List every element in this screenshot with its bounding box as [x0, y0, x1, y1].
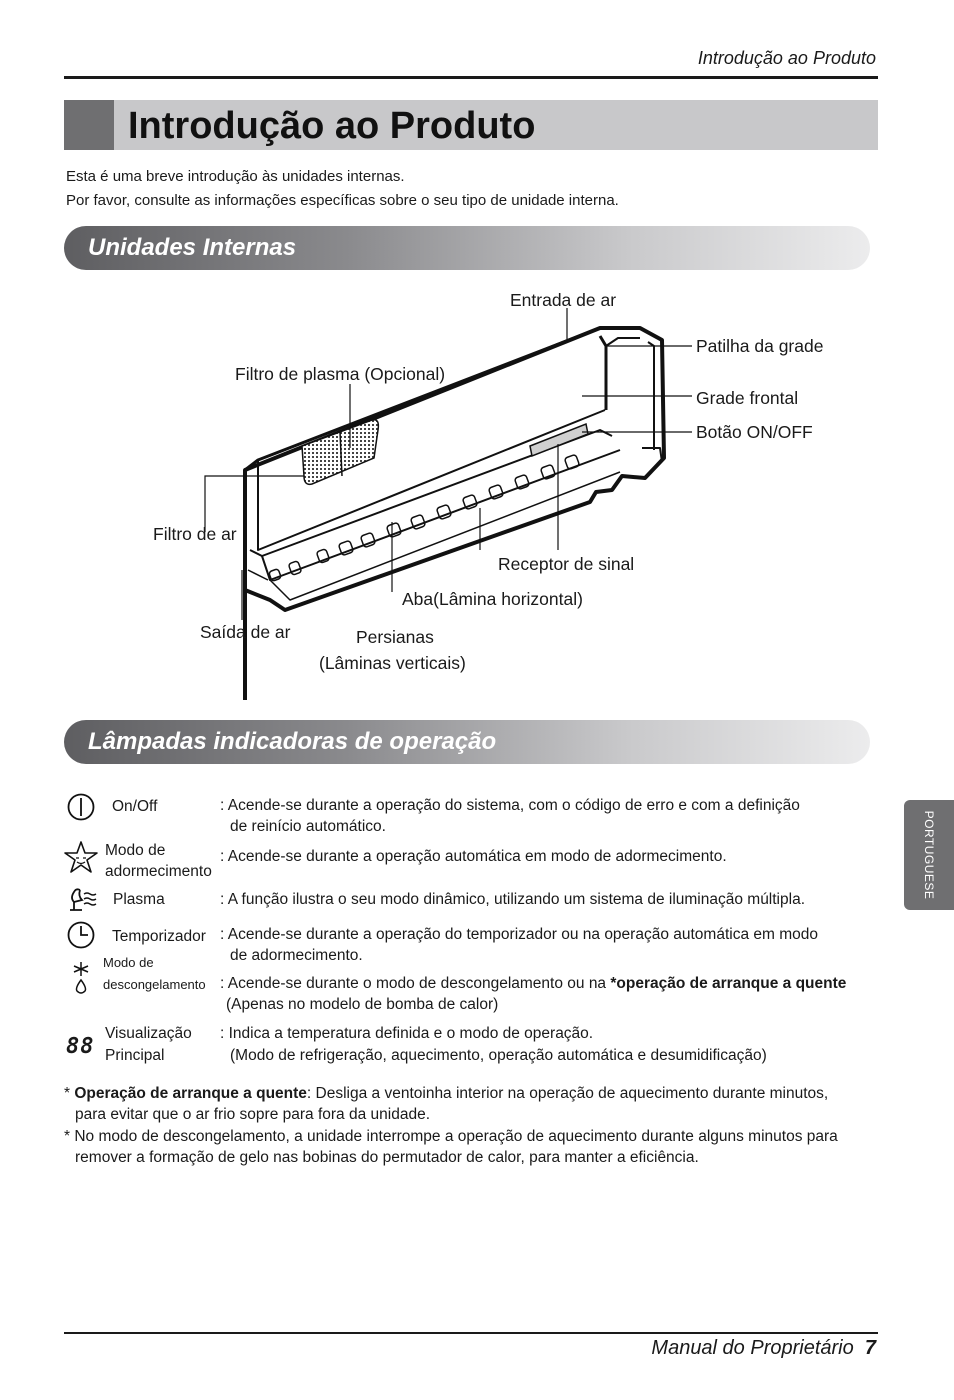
indicator-desc-plasma: : A função ilustra o seu modo dinâmico, utilizando um sistema de iluminação múltipla. — [220, 891, 805, 908]
timer-clock-icon — [66, 920, 96, 950]
label-signal-receiver: Receptor de sinal — [498, 554, 635, 574]
indicator-desc-timer-2: de adormecimento. — [230, 947, 363, 964]
indicator-desc-display-2: (Modo de refrigeração, aquecimento, operação automática e desumidificação) — [230, 1047, 767, 1064]
label-plasma-filter: Filtro de plasma (Opcional) — [235, 364, 446, 384]
footer — [651, 1337, 876, 1360]
indicator-desc-defrost-1b: *operação de arranque a quente — [610, 975, 847, 992]
indicator-desc-timer-1: : Acende-se durante a operação do temporizador ou na operação automática em modo — [220, 926, 818, 943]
label-air-outlet: Saída de ar — [200, 622, 291, 642]
power-icon — [66, 792, 96, 822]
section-title-indoor-units: Unidades Internas — [88, 234, 297, 261]
language-side-tab-label: PORTUGUESE — [922, 810, 936, 900]
label-air-inlet: Entrada de ar — [510, 290, 617, 310]
indicator-name-on-off: On/Off — [112, 798, 158, 815]
indicator-name-sleep-2: adormecimento — [105, 863, 212, 880]
header-rule — [64, 76, 878, 79]
indicator-desc-on-off-1: : Acende-se durante a operação do sistema, com o código de erro e com a definição — [220, 797, 800, 814]
note-1-rest: : Desliga a ventoinha interior na operação de aquecimento durante minutos, — [306, 1085, 829, 1102]
indicator-desc-on-off-2: de reinício automático. — [230, 818, 386, 835]
indicator-name-plasma: Plasma — [113, 891, 165, 908]
indicator-desc-defrost-1a: : Acende-se durante o modo de descongelamento ou na — [220, 975, 611, 992]
indicator-name-sleep-1: Modo de — [105, 842, 166, 859]
label-louvers-2: (Lâminas verticais) — [319, 653, 466, 673]
note-1-bold: Operação de arranque a quente — [74, 1085, 307, 1102]
label-grille-tab: Patilha da grade — [696, 336, 824, 356]
footer-manual-title: Manual do Proprietário — [651, 1337, 854, 1359]
indicator-desc-defrost-2: (Apenas no modelo de bomba de calor) — [226, 996, 499, 1013]
indicator-name-timer: Temporizador — [112, 928, 206, 945]
page-number: 7 — [864, 1337, 876, 1359]
note-1-line-2: para evitar que o ar frio sopre para fora da unidade. — [75, 1106, 431, 1123]
indicator-desc-defrost-1 — [220, 973, 846, 994]
note-1-line-1 — [64, 1083, 828, 1104]
indicator-name-defrost-1: Modo de — [103, 955, 154, 970]
language-side-tab — [904, 800, 954, 910]
footer-rule — [64, 1332, 878, 1334]
page-title: Introdução ao Produto — [128, 105, 536, 147]
indicator-name-defrost-2: descongelamento — [103, 977, 206, 992]
section-title-indicator-lamps: Lâmpadas indicadoras de operação — [88, 728, 497, 755]
running-header: Introdução ao Produto — [697, 48, 876, 68]
note-2-line-2: remover a formação de gelo nas bobinas do permutador de calor, para manter a eficiência. — [75, 1149, 699, 1166]
indicator-desc-display-1: : Indica a temperatura definida e o modo de operação. — [220, 1025, 594, 1042]
sleep-star-icon — [63, 840, 99, 874]
label-front-grille: Grade frontal — [696, 388, 799, 408]
indicator-name-display-1: Visualização — [105, 1025, 192, 1042]
label-air-filter: Filtro de ar — [153, 524, 237, 544]
defrost-icon — [70, 960, 92, 996]
indicator-desc-sleep: : Acende-se durante a operação automática em modo de adormecimento. — [220, 848, 727, 865]
note-1-star: * — [64, 1085, 75, 1102]
display-88-icon: 88 — [66, 1034, 95, 1059]
plasma-icon — [66, 884, 98, 914]
note-2-line-1: * No modo de descongelamento, a unidade interrompe a operação de aquecimento durante alguns minutos para — [64, 1128, 838, 1145]
intro-line-1: Esta é uma breve introdução às unidades internas. — [66, 168, 405, 185]
title-block — [64, 100, 114, 150]
label-on-off-button: Botão ON/OFF — [696, 422, 813, 442]
indicator-name-display-2: Principal — [105, 1047, 165, 1064]
label-louvers-1: Persianas — [356, 627, 434, 647]
label-flap: Aba(Lâmina horizontal) — [402, 589, 583, 609]
intro-line-2: Por favor, consulte as informações específicas sobre o seu tipo de unidade interna. — [66, 192, 619, 209]
